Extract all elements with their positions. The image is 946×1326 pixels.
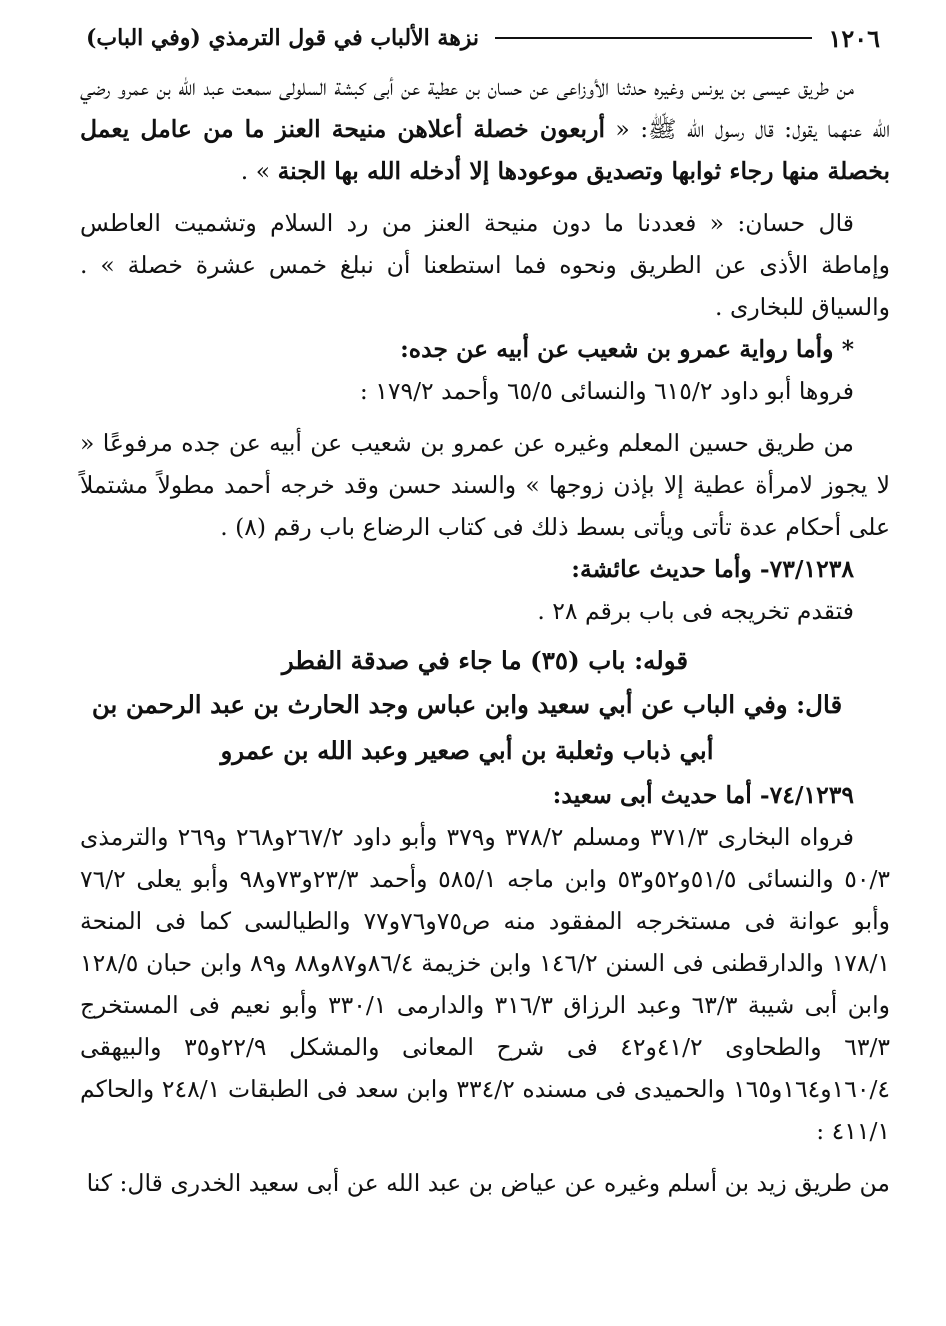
chapter-quote: قال: وفي الباب عن أبي سعيد وابن عباس وجد الحارث بن عبد الرحمن بن أبي ذباب وثعلبة بن أبي صعير وعبد الله بن عمرو bbox=[91, 690, 843, 765]
spacer bbox=[80, 192, 890, 202]
hadith-text: أربعون خصلة أعلاهن منيحة العنز ما من عامل يعمل بخصلة منها رجاء ثوابها وتصديق موعودها إلا أدخله الله بها الجنة bbox=[80, 115, 890, 185]
paragraph-hadith-chain bbox=[80, 66, 890, 192]
hadith-close: » . bbox=[240, 157, 278, 185]
section-heading-abu-said: ٧٤/١٢٣٩- أما حديث أبى سعيد: bbox=[552, 781, 854, 809]
paragraph-references: فرواه البخارى ٣٧١/٣ ومسلم ٣٧٨/٢ و٣٧٩ وأبو داود ٢٦٧/٢و٢٦٨ و٢٦٩ والترمذى ٥٠/٣ والنسائى ٥١/٥و٥٢و٥٣ وابن ماجه ٥٨٥/١ وأحمد ٢٣/٣و٧٣و٩٨ وأبو يعلى ٧٦/٢ وأبو عوانة فى مستخرجه المفقود منه ص٧٥و٧٦و٧٧ والطيالسى كما فى المنحة ١٧٨/١ والدارقطنى فى السنن ١٤٦/٢ وابن خزيمة ٨٦/٤و٨٧و٨٨ و٨٩ وابن حبان ١٢٨/٥ وابن أبى شيبة ٦٣/٣ وعبد الرزاق ٣١٦/٣ والدارمى ٣٣٠/١ وأبو نعيم فى المستخرج ٦٣/٣ والطحاوى ٤١/٢و٤٢ فى شرح المعانى والمشكل ٢٢/٩و٣٥ والبيهقى ١٦٠/٤و١٦٤و١٦٥ والحميدى فى مسنده ٣٣٤/٢ وابن سعد فى الطبقات ٢٤٨/١ والحاكم ٤١١/١ : bbox=[80, 823, 891, 1145]
header-rule bbox=[495, 37, 812, 39]
chain-text: من طريق عيسى بن يونس وغيره حدثنا الأوزاعى عن حسان بن عطية عن أبى كبشة السلولى سمعت عبد الله بن عمرو رضي الله عنهما يقول: قال رسول الله ﷺ: « bbox=[80, 73, 890, 143]
paragraph-hussain: من طريق حسين المعلم وغيره عن عمرو بن شعيب عن أبيه عن جده مرفوعًا « لا يجوز لامرأة عطية إلا بإذن زوجها » والسند حسن وقد خرجه أحمد مطولاً مشتملاً على أحكام عدة تأتى ويأتى بسط ذلك فى كتاب الرضاع باب رقم (٨) . bbox=[80, 429, 890, 541]
page-header bbox=[86, 18, 880, 58]
section-heading-aisha: ٧٣/١٢٣٨- وأما حديث عائشة: bbox=[571, 555, 854, 583]
section-text-aisha: فتقدم تخريجه فى باب برقم ٢٨ . bbox=[537, 597, 854, 625]
chapter-title: قوله: باب (٣٥) ما جاء في صدقة الفطر bbox=[281, 646, 689, 675]
page-body bbox=[80, 66, 890, 1204]
page-number: ١٢٠٦ bbox=[828, 23, 880, 53]
paragraph-zaid: من طريق زيد بن أسلم وغيره عن عياض بن عبد الله عن أبى سعيد الخدرى قال: كنا bbox=[86, 1169, 890, 1197]
section-heading-amr: * وأما رواية عمرو بن شعيب عن أبيه عن جده: bbox=[400, 335, 854, 363]
paragraph-hassan: قال حسان: « فعددنا ما دون منيحة العنز من رد السلام وتشميت العاطس وإماطة الأذى عن الطريق ونحوه فما استطعنا أن نبلغ خمس عشرة خصلة » . والسياق للبخارى . bbox=[80, 209, 890, 321]
running-title: نزهة الألباب في قول الترمذي (وفي الباب) bbox=[86, 25, 480, 51]
section-reference-amr: فروها أبو داود ٦١٥/٢ والنسائى ٦٥/٥ وأحمد ١٧٩/٢ : bbox=[359, 377, 854, 405]
spacer bbox=[80, 1152, 890, 1162]
spacer bbox=[80, 412, 890, 422]
